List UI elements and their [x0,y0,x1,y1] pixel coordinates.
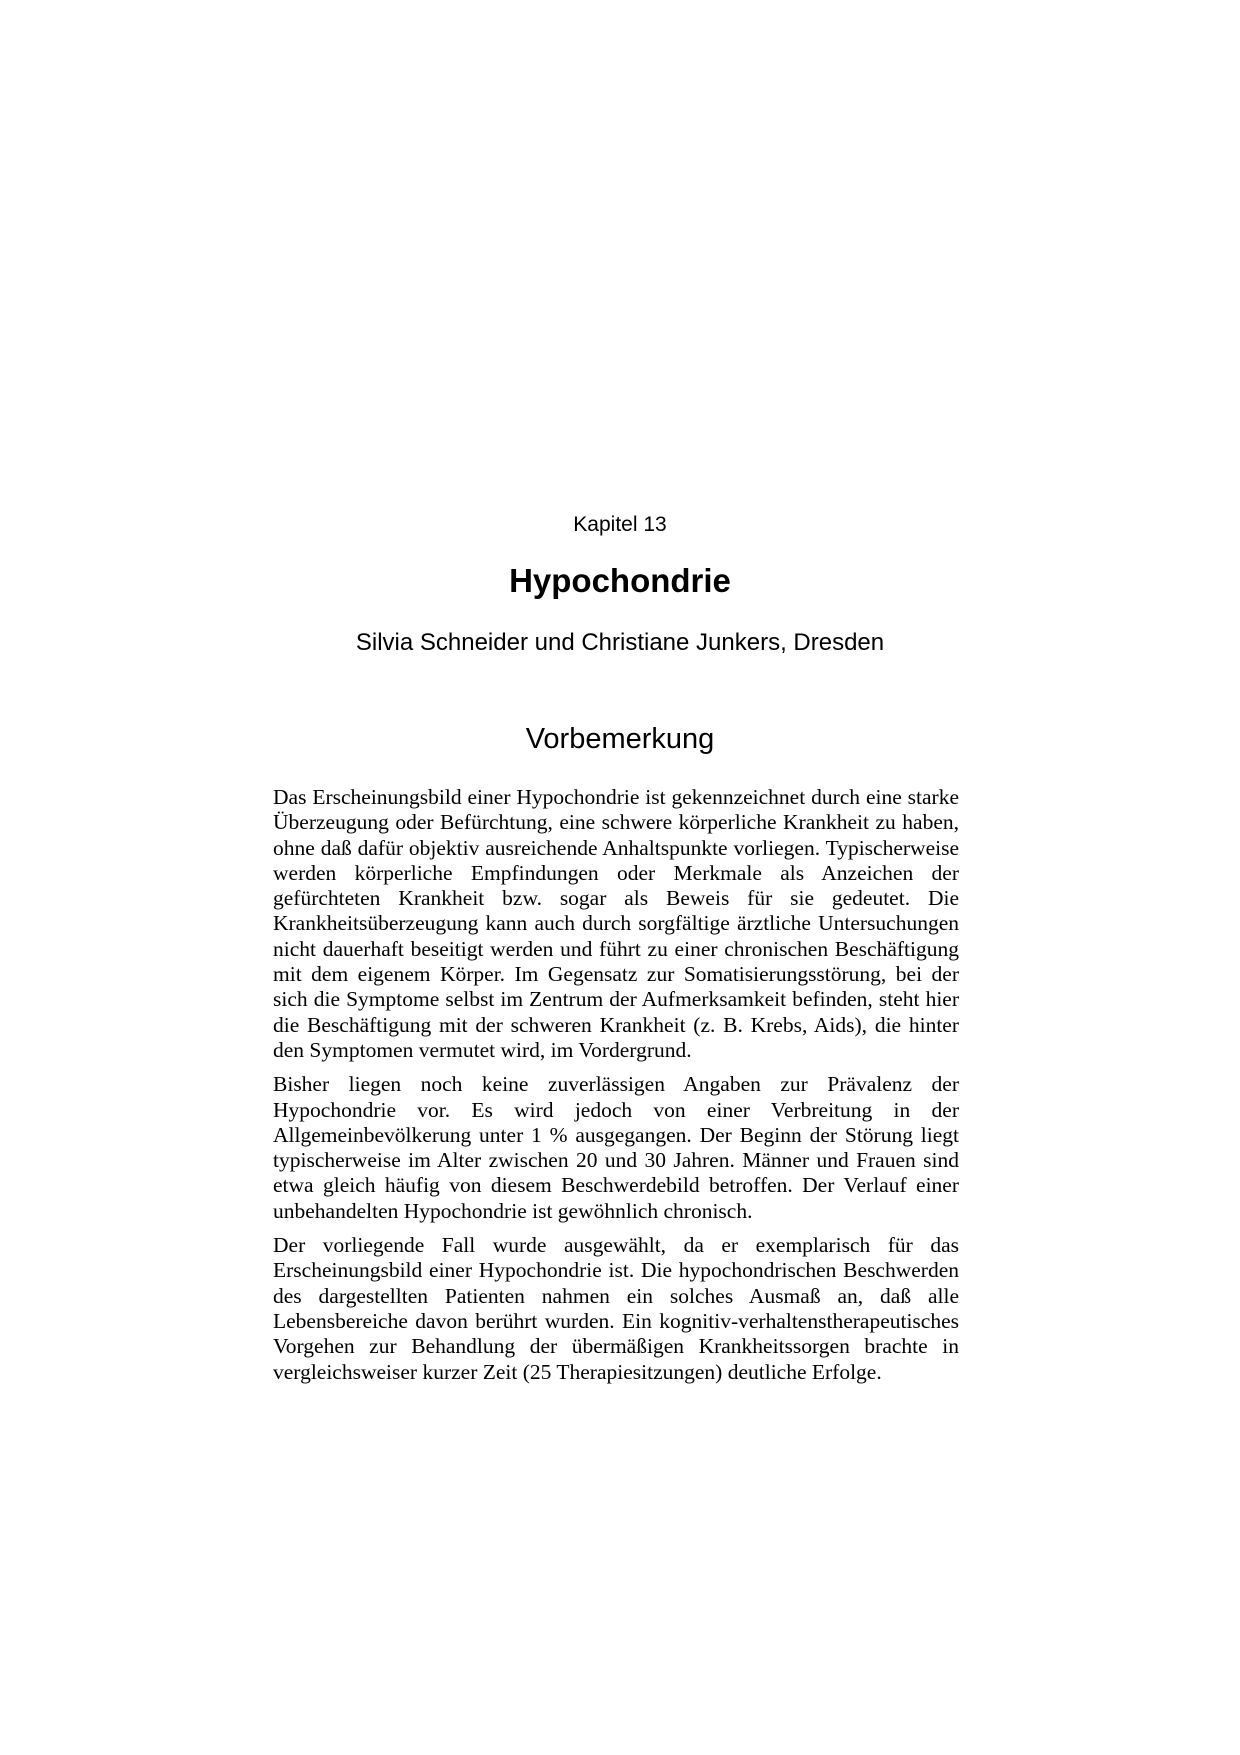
body-paragraph: Der vorliegende Fall wurde ausgewählt, da er exemplarisch für das Erscheinungsbild einer Hypochondrie ist. Die hypochondrischen Beschwerden des dargestellten Patienten nahmen ein solches Ausmaß an, daß alle Lebensbereiche davon berührt wurden. Ein kognitiv-verhaltenstherapeutisches Vorgehen zur Behandlung der übermäßigen Krankheitssorgen brachte in vergleichsweiser kurzer Zeit (25 Therapiesitzungen) deutliche Erfolge. [273,1233,959,1384]
section-heading: Vorbemerkung [525,723,715,755]
body-paragraph: Das Erscheinungsbild einer Hypochondrie ist gekennzeichnet durch eine starke Überzeugung oder Befürchtung, eine schwere körperliche Krankheit zu haben, ohne daß dafür objektiv ausreichende Anhaltspunkte vorliegen. Typischerweise werden körperliche Empfindungen oder Merkmale als Anzeichen der gefürchteten Krankheit bzw. sogar als Beweis für sie gedeutet. Die Krankheitsüberzeugung kann auch durch sorgfältige ärztliche Untersuchungen nicht dauerhaft beseitigt werden und führt zu einer chronischen Beschäftigung mit dem eigenem Körper. Im Gegensatz zur Somatisierungsstörung, bei der sich die Symptome selbst im Zentrum der Aufmerksamkeit befinden, steht hier die Beschäftigung mit der schweren Krankheit (z. B. Krebs, Aids), die hinter den Symptomen vermutet wird, im Vordergrund. [273,785,959,1062]
chapter-label: Kapitel 13 [573,513,667,536]
body-paragraph: Bisher liegen noch keine zuverlässigen Angaben zur Prävalenz der Hypochondrie vor. Es wird jedoch von einer Verbreitung in der Allgemeinbevölkerung unter 1 % ausgegangen. Der Beginn der Störung liegt typischerweise im Alter zwischen 20 und 30 Jahren. Männer und Frauen sind etwa gleich häufig von diesem Beschwerdebild betroffen. Der Verlauf einer unbehandelten Hypochondrie ist gewöhnlich chronisch. [273,1072,959,1223]
chapter-authors: Silvia Schneider und Christiane Junkers, Dresden [355,629,885,656]
section-body [273,785,959,1394]
chapter-title: Hypochondrie [509,562,731,599]
